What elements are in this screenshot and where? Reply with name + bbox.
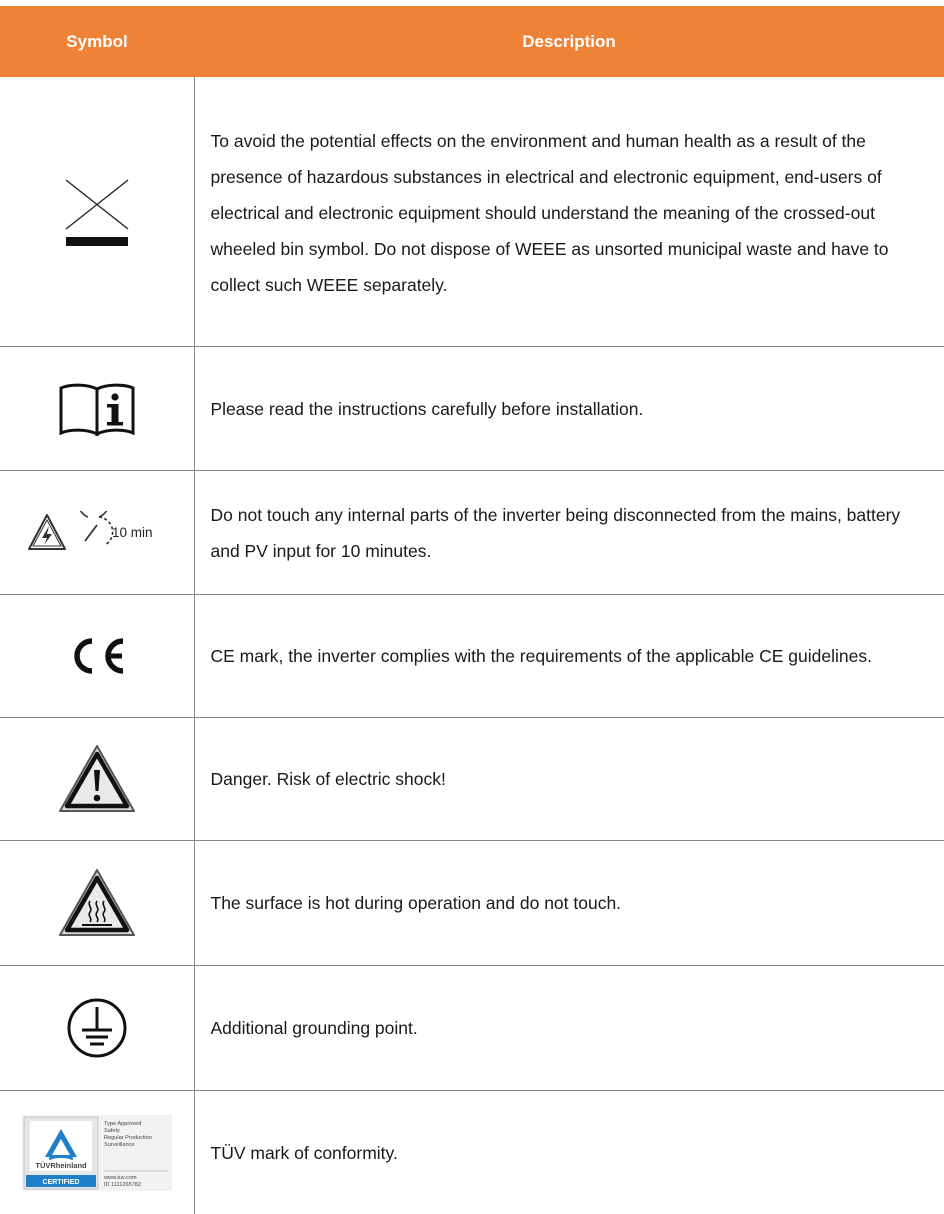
tuv-line4: Surveillance — [104, 1142, 134, 1148]
tuv-url: www.tuv.com — [103, 1175, 137, 1181]
symbol-cell — [0, 77, 194, 347]
symbol-cell — [0, 718, 194, 841]
tuv-brand-label: TÜVRheinland — [35, 1161, 87, 1170]
table-row — [0, 347, 944, 471]
description-cell: The surface is hot during operation and do not touch. — [194, 841, 944, 966]
tuv-id: ID 1111265782 — [104, 1182, 141, 1188]
symbol-table — [0, 6, 944, 1214]
grounding-point-icon — [65, 996, 129, 1060]
description-column-header: Description — [194, 6, 944, 77]
description-cell: To avoid the potential effects on the environment and human health as a result of the presence of hazardous substances in electrical and electronic equipment, end-users of electrical and electronic equipment should understand the meaning of the crossed-out wheeled bin symbol. Do not dispose of WEEE as unsorted municipal waste and have to collect such WEEE separately. — [194, 77, 944, 347]
description-cell: CE mark, the inverter complies with the requirements of the applicable CE guidelines. — [194, 595, 944, 718]
electric-shock-warning-icon — [57, 743, 137, 815]
symbol-cell — [0, 595, 194, 718]
symbol-cell — [0, 471, 194, 595]
table-row — [0, 471, 944, 595]
description-cell: Danger. Risk of electric shock! — [194, 718, 944, 841]
tuv-certified-label: CERTIFIED — [42, 1179, 79, 1186]
high-voltage-warning-icon — [29, 515, 65, 549]
tuv-certified-mark-icon — [22, 1115, 172, 1191]
symbol-cell — [0, 1091, 194, 1214]
description-cell: Additional grounding point. — [194, 966, 944, 1091]
table-row — [0, 966, 944, 1091]
timer-icon — [78, 511, 112, 545]
tuv-line2: Safety — [104, 1128, 120, 1134]
crossed-out-wheeled-bin-icon — [62, 177, 132, 247]
table-row — [0, 1091, 944, 1214]
symbol-cell — [0, 347, 194, 471]
ce-mark-icon — [65, 634, 129, 678]
table-header-row — [0, 6, 944, 77]
symbol-cell — [0, 966, 194, 1091]
read-instructions-icon — [55, 381, 139, 437]
table-row — [0, 718, 944, 841]
symbol-cell — [0, 841, 194, 966]
table-row — [0, 595, 944, 718]
description-cell: Please read the instructions carefully before installation. — [194, 347, 944, 471]
ten-min-label: 10 min — [112, 525, 153, 540]
discharge-time-icon — [27, 511, 167, 555]
table-row — [0, 77, 944, 347]
tuv-line1: Type Approved — [104, 1121, 141, 1127]
table-row — [0, 841, 944, 966]
description-cell: TÜV mark of conformity. — [194, 1091, 944, 1214]
description-cell: Do not touch any internal parts of the inverter being disconnected from the mains, battery and PV input for 10 minutes. — [194, 471, 944, 595]
tuv-line3: Regular Production — [104, 1135, 152, 1141]
symbol-column-header: Symbol — [0, 6, 194, 77]
hot-surface-warning-icon — [57, 867, 137, 939]
